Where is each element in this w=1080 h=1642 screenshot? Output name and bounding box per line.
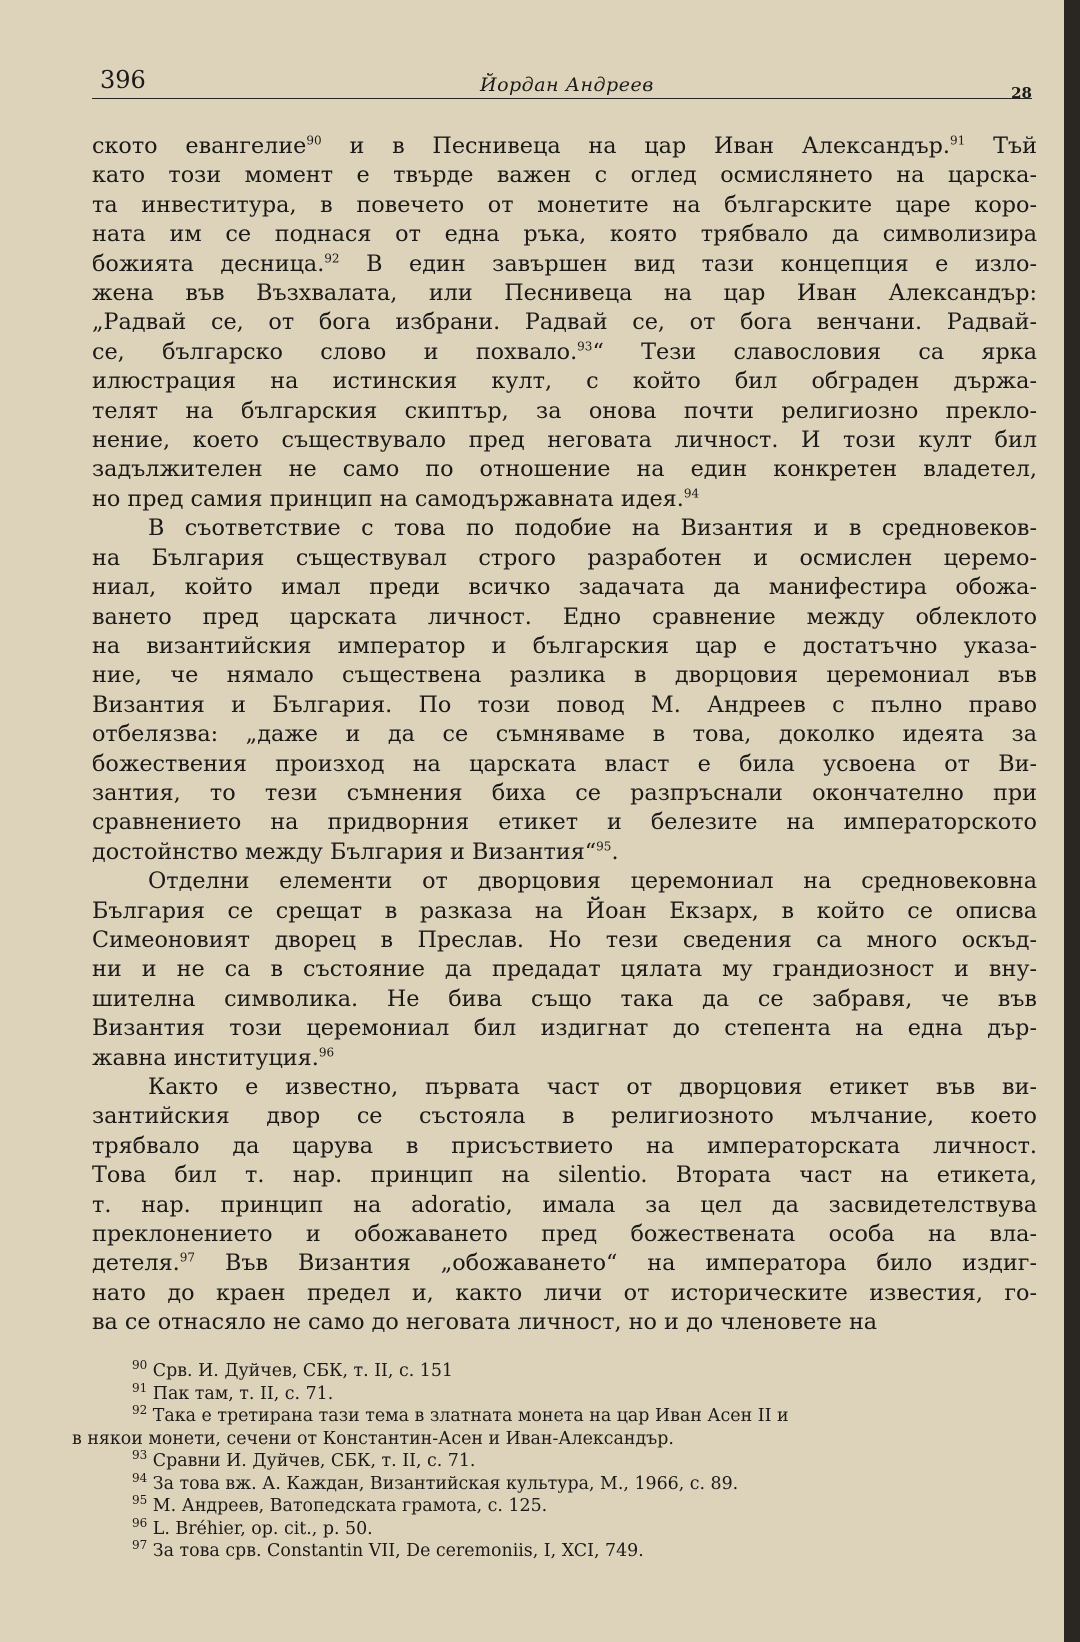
- footnote-number: 93: [132, 1448, 148, 1463]
- text-line: ското евангелие$^{90}$ и в Песнивеца на цар Иван Александър.$^{91}$ Тъй: [92, 133, 1037, 159]
- text-line: на България съществувал строго разработен и осмислен церемо-: [92, 544, 1037, 571]
- text-line: шителна символика. Не бива също така да се забравя, че във: [92, 985, 1037, 1012]
- text-line: преклонението и обожаването пред божествената особа на вла-: [92, 1221, 1037, 1248]
- body-text: [92, 132, 1037, 1338]
- footnotes: [72, 1360, 1032, 1563]
- text-line: сравнението на придворния етикет и белезите на императорското: [92, 809, 1037, 836]
- text-line: Византия и България. По този повод М. Андреев с пълно право: [92, 691, 1037, 718]
- corner-mark: 28: [1011, 84, 1032, 102]
- running-head: Йордан Андреев: [480, 74, 654, 96]
- footnote: [72, 1515, 1032, 1541]
- footnote-number: 91: [132, 1380, 148, 1395]
- text-line: се, българско слово и похвало.$^{93}$“ Тези славословия са ярка: [92, 338, 1037, 365]
- text-line: божествения произход на царската власт е била усвоена от Ви-: [92, 750, 1037, 777]
- text-line: достойнство между България и Византия“$^{95}$.: [92, 838, 619, 865]
- footnote: [72, 1380, 1032, 1406]
- footnote-number: 92: [132, 1403, 148, 1418]
- text-line: ние, че нямало съществена разлика в дворцовия церемониал във: [92, 662, 1037, 689]
- footnote-text: М. Андреев, Ватопедската грамота, с. 125.: [147, 1496, 548, 1516]
- text-line: В съответствие с това по подобие на Византия и в средновеков-: [148, 515, 1037, 542]
- text-line: Както е известно, първата част от дворцовия етикет във ви-: [148, 1074, 1037, 1100]
- footnote-text: За това срв. Constantin VII, De ceremoniis, I, XCI, 749.: [147, 1541, 644, 1561]
- footnote: [72, 1470, 1032, 1496]
- footnote-text: Срв. И. Дуйчев, СБК, т. II, с. 151: [147, 1361, 453, 1381]
- text-line: детеля.$^{97}$ Във Византия „обожаването“ на императора било издиг-: [92, 1250, 1037, 1277]
- text-line: ниал, който имал преди всичко задачата да манифестира обожа-: [92, 574, 1037, 601]
- footnote-number: 96: [132, 1515, 148, 1530]
- page-number: 396: [100, 66, 146, 94]
- text-line: жена във Възхвалата, или Песнивеца на цар Иван Александър:: [92, 280, 1037, 307]
- footnote-text: За това вж. А. Каждан, Византийская культура, М., 1966, с. 89.: [147, 1473, 739, 1494]
- text-line: но пред самия принцип на самодържавната идея.$^{94}$: [92, 485, 700, 512]
- text-line: ната им се поднася от една ръка, която трябвало да символизира: [92, 221, 1037, 248]
- text-line: ни и не са в състояние да предадат цялата му грандиозност и вну-: [92, 956, 1037, 983]
- footnote-text: Така е третирана тази тема в златната монета на цар Иван Асен II и: [147, 1406, 789, 1426]
- page-header: [92, 66, 1032, 102]
- text-line: Това бил т. нар. принцип на silentio. Втората част на етикета,: [92, 1162, 1037, 1189]
- text-line: „Радвай се, от бога избрани. Радвай се, от бога венчани. Радвай-: [92, 309, 1037, 336]
- footnote: [72, 1450, 1032, 1473]
- footnote-number: 90: [132, 1358, 148, 1373]
- footnote-text: в някои монети, сечени от Константин-Асен и Иван-Александър.: [72, 1428, 674, 1449]
- text-line: т. нар. принцип на adoratio, имала за цел да засвидетелствува: [92, 1191, 1037, 1218]
- header-rule: [92, 98, 1032, 99]
- text-line: Симеоновият дворец в Преслав. Но тези сведения са много оскъд-: [92, 926, 1037, 953]
- text-line: нение, което съществувало пред неговата личност. И този култ бил: [92, 427, 1037, 454]
- text-line: на византийския император и българския цар е достатъчно указа-: [92, 632, 1037, 659]
- text-line: зантия, то тези съмнения биха се разпръснали окончателно при: [92, 779, 1037, 806]
- text-line: нато до краен предел и, както личи от историческите известия, го-: [92, 1279, 1037, 1306]
- text-line: Византия този церемониал бил издигнат до степента на една дър-: [92, 1015, 1037, 1042]
- footnote: [72, 1360, 1032, 1383]
- text-line: илюстрация на истинския култ, с който бил обграден държа-: [92, 368, 1037, 395]
- footnote: [72, 1540, 1032, 1563]
- text-line: жавна институция.$^{96}$: [92, 1044, 335, 1071]
- text-line: та инвеститура, в повечето от монетите на българските царе коро-: [92, 191, 1037, 218]
- footnote-number: 94: [132, 1470, 148, 1485]
- footnote-text: L. Bréhier, op. cit., p. 50.: [147, 1518, 373, 1539]
- text-line: телят на българския скиптър, за онова почти религиозно прекло-: [92, 397, 1037, 424]
- text-line: зантийския двор се състояла в религиозното мълчание, което: [92, 1103, 1037, 1130]
- text-line: като този момент е твърде важен с оглед осмислянето на царска-: [92, 162, 1037, 189]
- text-line: трябвало да царува в присъствието на императорската личност.: [92, 1132, 1037, 1159]
- text-line: отбелязва: „даже и да се съмняваме в това, доколко идеята за: [92, 721, 1037, 748]
- footnote-number: 97: [132, 1538, 148, 1553]
- text-line: България се срещат в разказа на Йоан Екзарх, в който се описва: [92, 897, 1037, 924]
- text-line: ва се отнасяло не само до неговата личност, но и до членовете на: [92, 1309, 878, 1336]
- text-line: задължителен не само по отношение на един конкретен владетел,: [92, 456, 1037, 483]
- footnote-text: Пак там, т. II, с. 71.: [147, 1383, 334, 1404]
- book-spine: [1064, 0, 1080, 1642]
- footnote: [72, 1405, 1032, 1450]
- footnote-text: Сравни И. Дуйчев, СБК, т. II, с. 71.: [147, 1451, 476, 1471]
- text-line: божията десница.$^{92}$ В един завършен вид тази концепция е изло-: [92, 250, 1038, 277]
- footnote: [72, 1495, 1032, 1518]
- footnote-number: 95: [132, 1493, 148, 1508]
- text-line: Отделни елементи от дворцовия церемониал на средновековна: [148, 868, 1037, 895]
- text-line: ването пред царската личност. Едно сравнение между облеклото: [92, 603, 1037, 630]
